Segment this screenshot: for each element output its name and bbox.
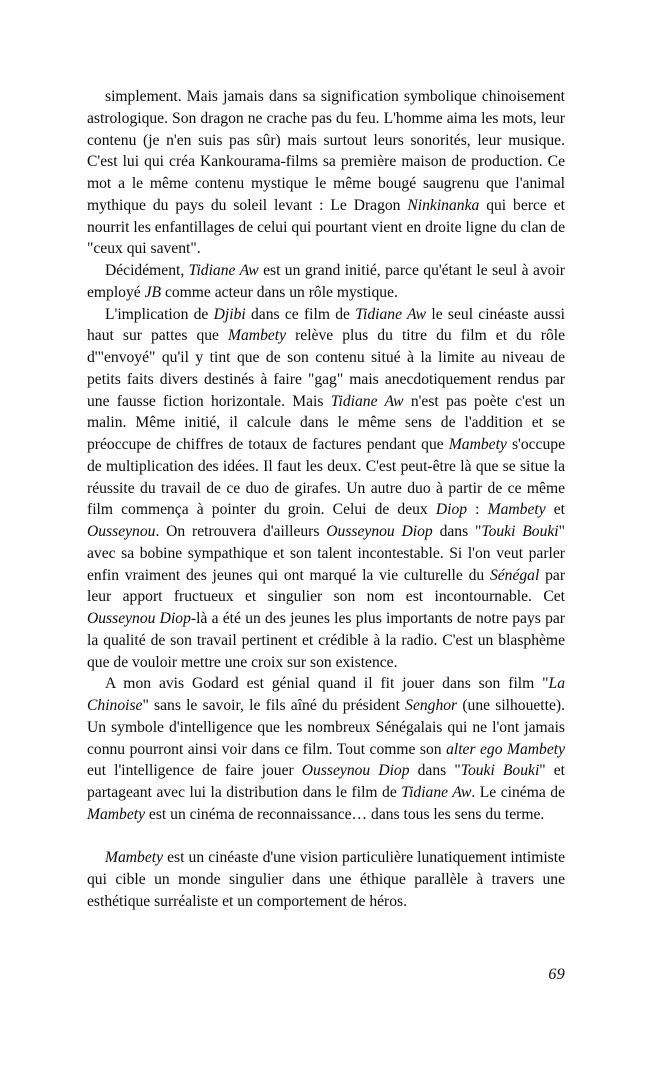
paragraph — [87, 304, 565, 674]
emphasis-run: Tidiane Aw — [401, 784, 472, 801]
text-run: A mon avis Godard est génial quand il fit jouer dans son film " — [105, 675, 549, 693]
text-run: -là a été un des jeunes les plus importants de notre pays par la qualité de son travail pertinent et crédible à la radio. C'est un blasphème que de vouloir mettre une croix sur son existence. — [87, 610, 565, 671]
text-run: (une silhouette). Un symbole d'intelligence que les nombreux Sénégalais qui ne l'ont jamais connu pourront ainsi voir dans ce film. Tout comme son — [87, 697, 565, 758]
emphasis-run: Mambety — [228, 327, 287, 345]
emphasis-run: La Chinoise — [87, 675, 565, 714]
page-number: 69 — [548, 966, 565, 983]
text-run: s'occupe de multiplication des idées. Il faut les deux. C'est peut-être là que se situe la réussite du travail de ce duo de girafes. Un autre duo à partir de ce même film commença à pointer du groin. Celui de deux — [87, 436, 565, 519]
emphasis-run: Ousseynou Diop — [87, 610, 191, 627]
text-run: dans " — [409, 762, 461, 780]
text-run: le seul cinéaste aussi haut sur pattes que — [87, 305, 565, 345]
emphasis-run: Mambety — [448, 436, 507, 453]
text-run: qui berce et nourrit les enfantillages de celui qui pourtant vient en droite ligne du clan de "ceux qui savent". — [87, 196, 565, 258]
text-run: est un grand initié, parce qu'étant le seul à avoir employé — [87, 262, 565, 301]
emphasis-run: Ousseynou — [87, 523, 156, 540]
text-run: n'est pas poète c'est un malin. Même initié, il calcule dans le même sens de l'addition et se préoccupe de chiffres de totaux de factures pendant que — [87, 392, 565, 453]
text-run: . On retrouvera d'ailleurs — [155, 523, 327, 540]
emphasis-run: Djibi — [213, 305, 246, 323]
paragraph — [87, 673, 565, 825]
emphasis-run: Mambety — [105, 849, 164, 867]
text-run: " sans le savoir, le fils aîné du président — [142, 697, 406, 714]
body-text-column — [87, 86, 565, 913]
text-run: " et partageant avec lui la distribution dans le film de — [87, 762, 566, 801]
text-run: : — [467, 501, 488, 519]
text-run: et — [545, 501, 565, 519]
emphasis-run: Tidiane Aw — [355, 305, 427, 323]
text-run: L'implication de — [105, 305, 214, 323]
emphasis-run: Ousseynou Diop — [301, 762, 410, 780]
emphasis-run: Mambety — [87, 805, 146, 823]
text-run: eut l'intelligence de faire jouer — [87, 762, 302, 780]
emphasis-run: Ninkinanka — [407, 196, 480, 214]
emphasis-run: Senghor — [405, 697, 458, 714]
emphasis-run: Sénégal — [489, 566, 540, 584]
text-run: comme acteur dans un rôle mystique. — [161, 283, 398, 301]
text-run: Décidément, — [105, 262, 189, 279]
text-run: est un cinéma de reconnaissance… dans tous les sens du terme. — [145, 805, 545, 823]
emphasis-run: Ousseynou Diop — [326, 523, 433, 540]
emphasis-run: Tidiane Aw — [330, 392, 404, 410]
text-run: est un cinéaste d'une vision particulière lunatiquement intimiste qui cible un monde singulier dans une éthique parallèle à travers une esthétique surréaliste et un comportement de héros. — [87, 849, 565, 910]
paragraph — [87, 86, 565, 260]
text-run: simplement. Mais jamais dans sa signification symbolique chinoisement astrologique. Son dragon ne crache pas du feu. L'homme aima les mots, leur contenu (je n'en suis pas sûr) mais surtout leurs sonorités, leur musique. C'est lui qui créa Kankourama-films sa première maison de production. Ce mot a le même contenu mystique le même bougé saugrenu que l'animal mythique du pays du soleil levant : Le Dragon — [87, 88, 565, 214]
emphasis-run: Touki Bouki — [460, 762, 540, 780]
text-run: " avec sa bobine sympathique et son talent incontestable. Si l'on veut parler enfin vraiment des jeunes qui ont marqué la vie culturelle du — [87, 523, 566, 584]
paragraph — [87, 260, 565, 304]
emphasis-run: Touki Bouki — [481, 523, 559, 540]
emphasis-run: JB — [144, 283, 162, 301]
emphasis-run: Mambety — [487, 501, 546, 519]
emphasis-run: alter ego Mambety — [446, 740, 565, 758]
text-run: dans ce film de — [245, 305, 356, 323]
emphasis-run: Tidiane Aw — [188, 262, 259, 279]
text-run: par leur apport fructueux et singulier son nom est incontournable. Cet — [87, 566, 566, 606]
paragraph — [87, 847, 565, 912]
text-run: relève plus du titre du film et du rôle d'"envoyé" qu'il y tint que de son contenu situé à la limite au niveau de petits faits divers destinés à faire "gag" mais anecdotiquement rendus par une fausse fiction horizontale. Mais — [87, 327, 565, 410]
emphasis-run: Diop — [435, 501, 468, 519]
text-run: . Le cinéma de — [471, 784, 565, 801]
text-run: dans " — [432, 523, 482, 540]
